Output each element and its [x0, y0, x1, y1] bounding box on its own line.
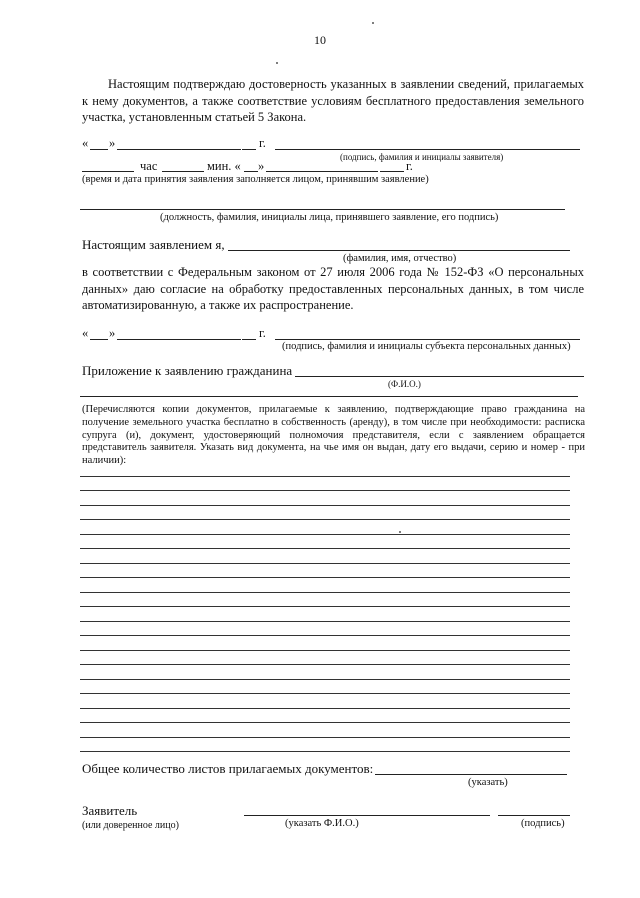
document-line[interactable]: [80, 621, 570, 622]
hour-label: час: [140, 159, 158, 173]
document-line[interactable]: [80, 679, 570, 680]
accept-day-field[interactable]: [244, 171, 258, 172]
total-sheets-caption: (указать): [468, 777, 508, 788]
applicant-label: Заявитель: [82, 803, 138, 818]
month-field[interactable]: [117, 339, 241, 340]
document-line[interactable]: [80, 722, 570, 723]
applicant-signature-field[interactable]: [275, 149, 580, 150]
official-field[interactable]: [80, 209, 565, 210]
scan-speck: [276, 62, 278, 64]
scan-speck: [399, 531, 401, 533]
open-quote: «: [82, 326, 89, 340]
time-line-caption: (время и дата принятия заявления заполняется лицом, принявшим заявление): [82, 174, 429, 185]
applicant-sublabel: (или доверенное лицо): [82, 820, 179, 831]
confirmation-paragraph: Настоящим подтверждаю достоверность указанных в заявлении сведений, прилагаемых к нему документов, а также соответствие условиям бесплатного предоставления земельного участка, установленным статьей 5 Закона.: [82, 77, 584, 124]
minute-label: мин. «: [207, 159, 241, 173]
consent-lead: Настоящим заявлением я,: [82, 237, 225, 252]
applicant-name-field[interactable]: [244, 815, 490, 816]
year-field[interactable]: [242, 339, 256, 340]
full-name-field[interactable]: [228, 250, 570, 251]
full-name-caption: (фамилия, имя, отчество): [343, 253, 457, 264]
official-caption: (должность, фамилия, инициалы лица, принявшего заявление, его подпись): [160, 212, 499, 223]
document-line[interactable]: [80, 519, 570, 520]
document-line[interactable]: [80, 737, 570, 738]
document-line[interactable]: [80, 577, 570, 578]
applicant-signature-field[interactable]: [498, 815, 570, 816]
close-quote: »: [258, 159, 265, 173]
document-line[interactable]: [80, 606, 570, 607]
document-line[interactable]: [80, 635, 570, 636]
applicant-signature-caption: (подпись): [521, 818, 565, 829]
accept-month-field[interactable]: [266, 171, 378, 172]
month-field[interactable]: [117, 149, 241, 150]
document-line[interactable]: [80, 650, 570, 651]
hour-field[interactable]: [82, 171, 134, 172]
scan-speck: [372, 22, 374, 24]
subject-signature-field[interactable]: [275, 339, 580, 340]
document-line[interactable]: [80, 751, 570, 752]
document-line[interactable]: [80, 708, 570, 709]
year-suffix: г.: [259, 136, 266, 150]
year-field[interactable]: [242, 149, 256, 150]
document-line[interactable]: [80, 548, 570, 549]
close-quote: »: [109, 326, 116, 340]
document-line[interactable]: [80, 693, 570, 694]
accept-year-field[interactable]: [380, 171, 404, 172]
document-line[interactable]: [80, 534, 570, 535]
day-field[interactable]: [90, 149, 108, 150]
document-line[interactable]: [80, 563, 570, 564]
year-suffix: г.: [259, 326, 266, 340]
close-quote: »: [109, 136, 116, 150]
document-line[interactable]: [80, 592, 570, 593]
document-line[interactable]: [80, 664, 570, 665]
document-line[interactable]: [80, 505, 570, 506]
day-field[interactable]: [90, 339, 108, 340]
total-sheets-field[interactable]: [375, 774, 567, 775]
attachment-label: Приложение к заявлению гражданина: [82, 363, 293, 378]
attachment-rule: [80, 396, 578, 397]
citizen-fio-caption: (Ф.И.О.): [388, 379, 421, 389]
consent-text: в соответствии с Федеральным законом от 27 июля 2006 года № 152-ФЗ «О персональных данных» даю согласие на обработку предоставленных персональных данных, в том числе автоматизированную, а также их распространение.: [82, 265, 584, 312]
attachment-note: (Перечисляются копии документов, прилагаемые к заявлению, подтверждающие право гражданина на получение земельного участка бесплатно в собственность (аренду), в том числе при необходимости: расписка супруга (и), документ, удостоверяющий полномочия представителя, если с заявлением обращается представитель заявителя. Указать вид документа, на чье имя он выдан, дату его выдачи, серию и номер - при наличии):: [82, 404, 585, 467]
citizen-name-field[interactable]: [295, 376, 584, 377]
applicant-signature-caption: (подпись, фамилия и инициалы заявителя): [340, 152, 504, 162]
subject-signature-caption: (подпись, фамилия и инициалы субъекта персональных данных): [282, 341, 571, 352]
applicant-fio-caption: (указать Ф.И.О.): [285, 818, 359, 829]
document-line[interactable]: [80, 490, 570, 491]
document-line[interactable]: [80, 476, 570, 477]
minute-field[interactable]: [162, 171, 204, 172]
total-sheets-label: Общее количество листов прилагаемых документов:: [82, 761, 374, 776]
page-number: 10: [314, 33, 326, 47]
open-quote: «: [82, 136, 89, 150]
year-suffix: г.: [406, 159, 413, 173]
